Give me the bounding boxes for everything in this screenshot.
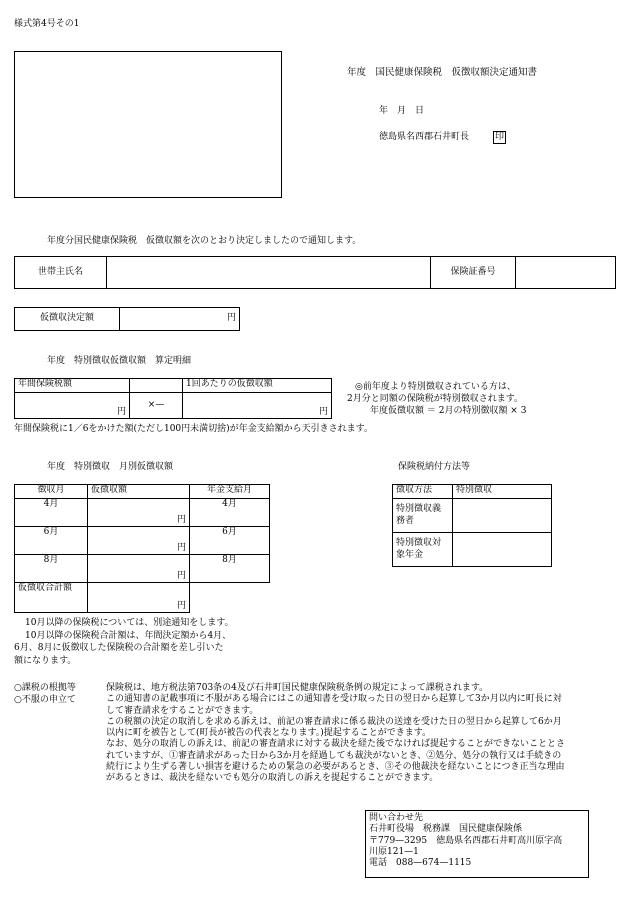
pay-month-cell: 6月 bbox=[190, 527, 270, 555]
annual-unit: 円 bbox=[116, 406, 126, 417]
after-note-4: 額になります。 bbox=[14, 656, 77, 666]
monthly-header-amount: 仮徴収額 bbox=[88, 485, 190, 499]
per-amount-field[interactable] bbox=[183, 393, 332, 419]
legal-line: があるときは、裁決を経ないでも処分の取消しの訴えを提起することができます。 bbox=[106, 773, 439, 783]
method-header-2: 特別徴収 bbox=[453, 485, 552, 499]
monthly-header-month: 徴収月 bbox=[15, 485, 88, 499]
amount-cell[interactable] bbox=[88, 527, 190, 555]
table-row bbox=[15, 527, 270, 555]
decision-label: 仮徴収決定額 bbox=[15, 308, 120, 331]
contact-line: 石井町役場 税務課 国民健康保険係 bbox=[369, 824, 523, 835]
table-row bbox=[15, 499, 270, 527]
seal-stamp: 印 bbox=[493, 131, 506, 144]
after-note-2: 10月以降の保険税合計額は、年間決定額から4月、 bbox=[25, 631, 232, 641]
after-note-3: 6月、8月に仮徴収した保険税の合計額を差し引いた bbox=[14, 643, 224, 653]
contact-line: 川原121—1 bbox=[369, 846, 419, 857]
pay-month-cell: 4月 bbox=[190, 499, 270, 527]
method-row-obligor: 特別徴収義務者 bbox=[393, 499, 453, 533]
monthly-header-pay: 年金支給月 bbox=[190, 485, 270, 499]
notice-title: 年度 国民健康保険税 仮徴収額決定通知書 bbox=[347, 67, 538, 78]
calc-note-1: ◎前年度より特別徴収されている方は、 bbox=[355, 382, 516, 392]
householder-name-field[interactable] bbox=[107, 257, 431, 289]
form-id: 様式第4号その1 bbox=[14, 19, 80, 29]
insurance-no-field[interactable] bbox=[516, 257, 616, 289]
legal-line: この税額の決定の取消しを求める訴えは、前記の審査請求に係る裁決の送達を受けた日の翌日から起算して6か月 bbox=[106, 716, 562, 727]
table-row bbox=[15, 555, 270, 583]
legal-line: この通知書の記載事項に不服がある場合にはこの通知書を受け取った日の翌日から起算して3か月以内に町長に対 bbox=[106, 694, 562, 705]
legal-line: 保険税は、地方税法第703条の4及び石井町国民健康保険税条例の規定によって課税されます。 bbox=[106, 683, 489, 693]
householder-label: 世帯主氏名 bbox=[15, 257, 107, 289]
calc-note-3: 年度仮徴収額 ＝ 2月の特別徴収額 × 3 bbox=[370, 406, 527, 416]
method-table bbox=[392, 484, 552, 567]
total-label: 仮徴収合計額 bbox=[15, 583, 88, 613]
total-amount-cell[interactable] bbox=[88, 583, 190, 613]
annual-label: 年間保険税額 bbox=[15, 379, 130, 393]
method-row-pension: 特別徴収対象年金 bbox=[393, 533, 453, 567]
monthly-table bbox=[14, 484, 270, 613]
issuer-line bbox=[379, 131, 506, 144]
month-cell: 6月 bbox=[15, 527, 88, 555]
objection-label: ○不服の申立て bbox=[14, 695, 76, 705]
amount-cell[interactable] bbox=[88, 555, 190, 583]
times-sign: ×— bbox=[130, 393, 183, 419]
contact-line: 〒779—3295 徳島県名西郡石井町高川原字高 bbox=[369, 835, 563, 846]
decision-amount-field[interactable] bbox=[120, 308, 240, 331]
intro-text: 年度分国民健康保険税 仮徴収額を次のとおり決定しましたので通知します。 bbox=[47, 236, 362, 246]
method-title: 保険税納付方法等 bbox=[398, 462, 471, 472]
householder-table bbox=[14, 256, 616, 289]
method-header-1: 徴収方法 bbox=[393, 485, 453, 499]
amount-unit: 円 bbox=[176, 570, 186, 581]
calc-table bbox=[14, 378, 332, 419]
calc-note-4: 年間保険税に1／6をかけた額(ただし100円未満切捨)が年金支給額から天引きされます。 bbox=[14, 424, 373, 434]
calc-title: 年度 特別徴収仮徴収額 算定明細 bbox=[47, 356, 192, 366]
address-window bbox=[14, 51, 282, 198]
legal-line: なお、処分の取消しの訴えは、前記の審査請求に対する裁決を経た後でなければ提起することができないこととさ bbox=[106, 739, 566, 750]
legal-line: れていますが、①審査請求があった日から3か月を経過しても裁決がないとき、②処分、処分の執行又は手続きの bbox=[106, 750, 562, 761]
method-obligor-field[interactable] bbox=[453, 499, 552, 533]
per-unit: 円 bbox=[318, 406, 328, 417]
amount-unit: 円 bbox=[176, 542, 186, 553]
month-cell: 4月 bbox=[15, 499, 88, 527]
monthly-title: 年度 特別徴収 月別仮徴収額 bbox=[47, 462, 174, 472]
month-cell: 8月 bbox=[15, 555, 88, 583]
decision-table bbox=[14, 307, 240, 331]
legal-line: 続行により生ずる著しい損害を避けるための緊急の必要があるとき、③その他裁決を経ないことにつき正当な理由 bbox=[106, 761, 565, 772]
after-note-1: 10月以降の保険税については、別途通知をします。 bbox=[25, 618, 234, 628]
basis-label: ○課税の根拠等 bbox=[14, 683, 76, 693]
total-unit: 円 bbox=[176, 600, 186, 611]
insurance-no-label: 保険証番号 bbox=[431, 257, 516, 289]
table-row bbox=[15, 583, 270, 613]
amount-unit: 円 bbox=[176, 514, 186, 525]
issuer-name: 徳島県名西郡石井町長 bbox=[379, 132, 470, 142]
contact-line: 問い合わせ先 bbox=[369, 813, 424, 823]
legal-line: して審査請求をすることができます。 bbox=[106, 705, 259, 716]
per-label: 1回あたりの仮徴収額 bbox=[183, 379, 332, 393]
legal-text bbox=[106, 683, 621, 784]
calc-note-2: 2月分と同額の保険税が特別徴収されます。 bbox=[347, 394, 524, 404]
legal-line: 以内に町を被告として(町長が被告の代表となります。)提起することができます。 bbox=[106, 728, 432, 738]
contact-line: 電話 088—674—1115 bbox=[369, 858, 472, 868]
pay-month-cell: 8月 bbox=[190, 555, 270, 583]
method-pension-field[interactable] bbox=[453, 533, 552, 567]
decision-unit: 円 bbox=[226, 313, 236, 324]
notice-date: 年 月 日 bbox=[379, 106, 425, 116]
amount-cell[interactable] bbox=[88, 499, 190, 527]
annual-amount-field[interactable] bbox=[15, 393, 130, 419]
contact-box bbox=[365, 810, 589, 878]
